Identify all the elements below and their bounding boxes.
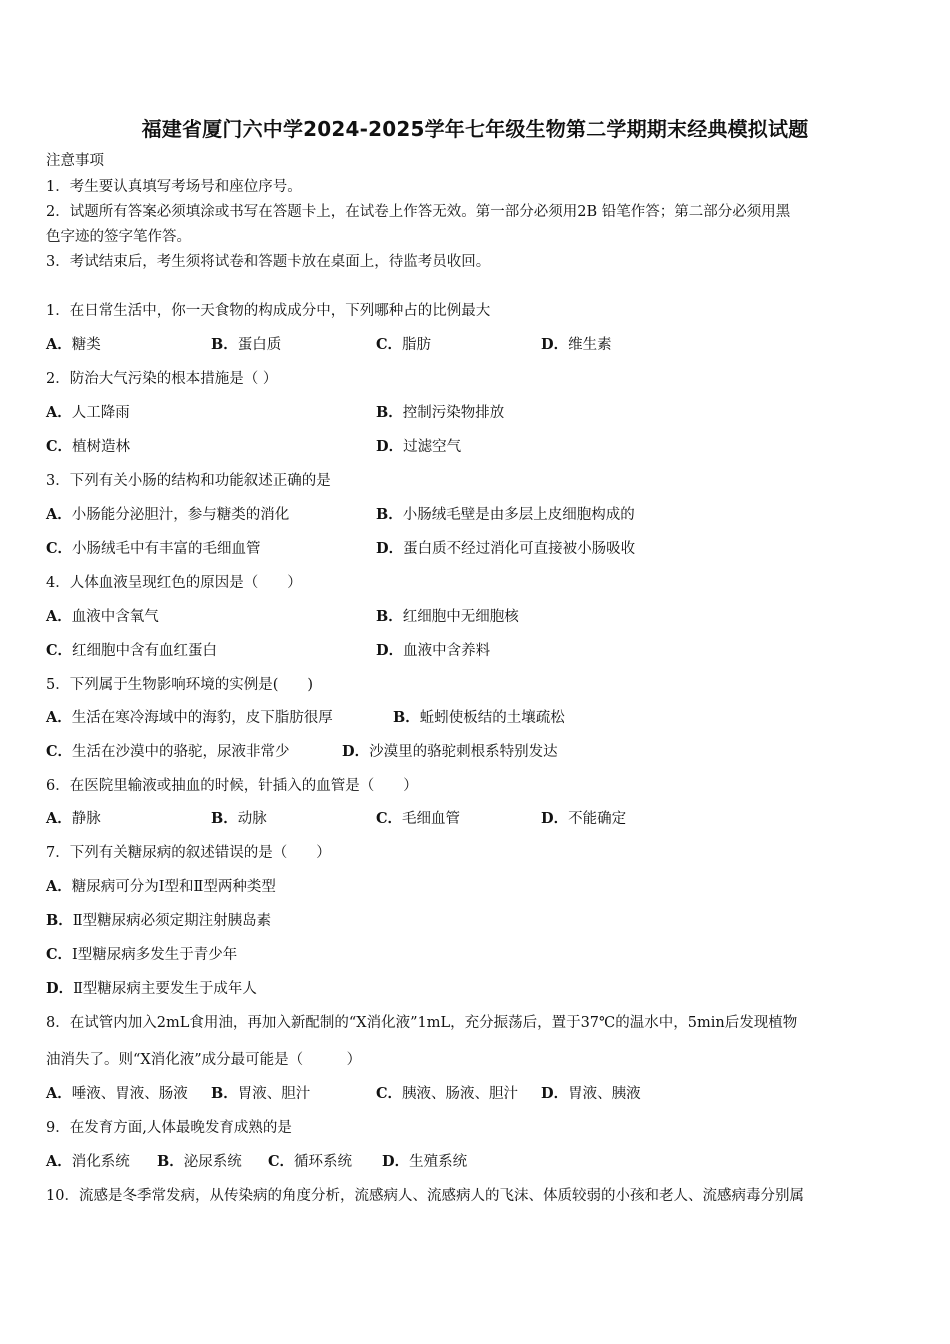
notice-item-2-cont: 色字迹的签字笔作答。 <box>46 229 191 245</box>
question-3-stem: 3．下列有关小肠的结构和功能叙述正确的是 <box>46 473 331 489</box>
option-text: 唾液、胃液、肠液 <box>71 1086 188 1102</box>
option-label: A． <box>46 709 72 726</box>
option-text: 过滤空气 <box>403 439 462 455</box>
option-label: A． <box>46 506 72 523</box>
q8-option-a <box>46 1084 188 1104</box>
option-text: 植树造林 <box>72 439 131 455</box>
q4-option-c <box>46 641 217 661</box>
q6-option-d <box>541 809 626 829</box>
option-text: 消化系统 <box>71 1154 130 1170</box>
q7-option-c <box>46 945 237 965</box>
option-text: 动脉 <box>237 811 267 827</box>
option-label: B． <box>376 404 403 421</box>
option-text: Ⅱ型糖尿病主要发生于成年人 <box>73 981 257 997</box>
option-text: 蚯蚓使板结的土壤疏松 <box>419 710 565 726</box>
notice-item-1: 1．考生要认真填写考场号和座位序号。 <box>46 179 302 195</box>
option-label: D． <box>541 1085 569 1102</box>
option-label: C． <box>46 946 73 963</box>
option-label: A． <box>46 608 72 625</box>
option-label: B． <box>46 912 73 929</box>
q9-option-b <box>157 1152 242 1172</box>
q2-option-b <box>376 403 504 423</box>
option-text: 脂肪 <box>402 337 432 353</box>
option-text: 小肠绒毛壁是由多层上皮细胞构成的 <box>402 507 635 523</box>
option-text: 生殖系统 <box>409 1154 468 1170</box>
question-5-stem: 5．下列属于生物影响环境的实例是( ) <box>46 677 314 693</box>
question-1-stem: 1．在日常生活中，你一天食物的构成成分中，下列哪种占的比例最大 <box>46 303 491 319</box>
option-label: D． <box>541 336 569 353</box>
q1-option-a <box>46 335 101 355</box>
option-text: 红细胞中含有血红蛋白 <box>72 643 218 659</box>
option-text: 糖尿病可分为Ⅰ型和Ⅱ型两种类型 <box>71 879 276 895</box>
option-text: 控制污染物排放 <box>402 405 505 421</box>
option-label: D． <box>376 540 404 557</box>
option-label: C． <box>46 438 73 455</box>
option-label: D． <box>376 438 404 455</box>
q5-option-a <box>46 708 333 728</box>
option-label: C． <box>46 642 73 659</box>
q7-option-d <box>46 979 257 999</box>
option-label: B． <box>211 1085 238 1102</box>
q8-option-d <box>541 1084 641 1104</box>
option-text: 人工降雨 <box>71 405 130 421</box>
option-text: 小肠能分泌胆汁，参与糖类的消化 <box>71 507 290 523</box>
q9-option-d <box>382 1152 467 1172</box>
q1-option-c <box>376 335 431 355</box>
option-text: Ⅱ型糖尿病必须定期注射胰岛素 <box>72 913 272 929</box>
q4-option-a <box>46 607 159 627</box>
question-9-stem: 9．在发育方面,人体最晚发育成熟的是 <box>46 1120 292 1136</box>
question-7-stem: 7．下列有关糖尿病的叙述错误的是（ ） <box>46 845 331 861</box>
option-label: D． <box>376 642 404 659</box>
option-label: D． <box>46 980 74 997</box>
option-text: 泌尿系统 <box>183 1154 242 1170</box>
option-text: 生活在寒冷海域中的海豹，皮下脂肪很厚 <box>71 710 333 726</box>
q6-option-a <box>46 809 101 829</box>
option-text: 蛋白质 <box>237 337 282 353</box>
option-text: 胃液、胰液 <box>568 1086 641 1102</box>
option-text: 糖类 <box>71 337 101 353</box>
q7-option-b <box>46 911 271 931</box>
option-text: 胃液、胆汁 <box>237 1086 311 1102</box>
option-text: 毛细血管 <box>402 811 461 827</box>
q2-option-d <box>376 437 461 457</box>
question-6-stem: 6．在医院里输液或抽血的时候，针插入的血管是（ ） <box>46 778 418 794</box>
option-label: D． <box>382 1153 410 1170</box>
q8-option-c <box>376 1084 518 1104</box>
option-label: A． <box>46 404 72 421</box>
q5-option-d <box>342 742 558 762</box>
option-text: 小肠绒毛中有丰富的毛细血管 <box>72 541 261 557</box>
notice-heading: 注意事项 <box>46 153 104 169</box>
q5-option-b <box>393 708 565 728</box>
option-label: B． <box>376 506 403 523</box>
q9-option-a <box>46 1152 130 1172</box>
option-label: B． <box>211 810 238 827</box>
q7-option-a <box>46 877 276 897</box>
option-label: A． <box>46 1085 72 1102</box>
option-label: C． <box>376 810 403 827</box>
question-8-stem-cont: 油消失了。则“X消化液”成分最可能是（ ） <box>46 1052 362 1068</box>
q5-option-c <box>46 742 290 762</box>
question-2-stem: 2．防治大气污染的根本措施是（ ） <box>46 371 278 387</box>
option-label: A． <box>46 1153 72 1170</box>
question-10-stem: 10．流感是冬季常发病，从传染病的角度分析，流感病人、流感病人的飞沫、体质较弱的小孩和老人、流感病毒分别属 <box>46 1188 804 1204</box>
option-text: 循环系统 <box>294 1154 353 1170</box>
q9-option-c <box>268 1152 352 1172</box>
q3-option-a <box>46 505 289 525</box>
option-label: C． <box>376 336 403 353</box>
option-text: 血液中含养料 <box>403 643 491 659</box>
q6-option-c <box>376 809 460 829</box>
option-label: C． <box>46 743 73 760</box>
q1-option-b <box>211 335 281 355</box>
q8-option-b <box>211 1084 310 1104</box>
page-title: 福建省厦门六中学2024-2025学年七年级生物第二学期期末经典模拟试题 <box>141 117 809 141</box>
option-label: C． <box>376 1085 403 1102</box>
q2-option-a <box>46 403 130 423</box>
q6-option-b <box>211 809 267 829</box>
notice-item-3: 3．考试结束后，考生须将试卷和答题卡放在桌面上，待监考员收回。 <box>46 254 491 270</box>
q4-option-d <box>376 641 490 661</box>
question-4-stem: 4．人体血液呈现红色的原因是（ ） <box>46 575 302 591</box>
option-label: B． <box>376 608 403 625</box>
option-label: A． <box>46 878 72 895</box>
option-text: 静脉 <box>71 811 101 827</box>
option-label: A． <box>46 336 72 353</box>
option-text: 沙漠里的骆驼刺根系特别发达 <box>369 744 558 760</box>
option-text: 胰液、肠液、胆汁 <box>402 1086 519 1102</box>
notice-item-2: 2．试题所有答案必须填涂或书写在答题卡上，在试卷上作答无效。第一部分必须用2B 铅笔作答；第二部分必须用黑 <box>46 204 791 220</box>
option-text: 红细胞中无细胞核 <box>402 609 519 625</box>
q2-option-c <box>46 437 130 457</box>
q1-option-d <box>541 335 612 355</box>
option-label: D． <box>342 743 370 760</box>
option-label: B． <box>157 1153 184 1170</box>
option-label: A． <box>46 810 72 827</box>
q4-option-b <box>376 607 519 627</box>
question-8-stem: 8．在试管内加入2mL食用油，再加入新配制的“X消化液”1mL，充分振荡后，置于37℃的温水中，5min后发现植物 <box>46 1015 798 1031</box>
option-text: 蛋白质不经过消化可直接被小肠吸收 <box>403 541 636 557</box>
q3-option-b <box>376 505 635 525</box>
option-label: C． <box>46 540 73 557</box>
q3-option-d <box>376 539 635 559</box>
option-text: 生活在沙漠中的骆驼，尿液非常少 <box>72 744 290 760</box>
option-text: 维生素 <box>568 337 612 353</box>
option-label: D． <box>541 810 569 827</box>
option-text: 不能确定 <box>568 811 627 827</box>
option-text: 血液中含氧气 <box>71 609 159 625</box>
option-label: B． <box>393 709 420 726</box>
q3-option-c <box>46 539 261 559</box>
option-label: B． <box>211 336 238 353</box>
option-label: C． <box>268 1153 295 1170</box>
option-text: Ⅰ型糖尿病多发生于青少年 <box>72 947 238 963</box>
